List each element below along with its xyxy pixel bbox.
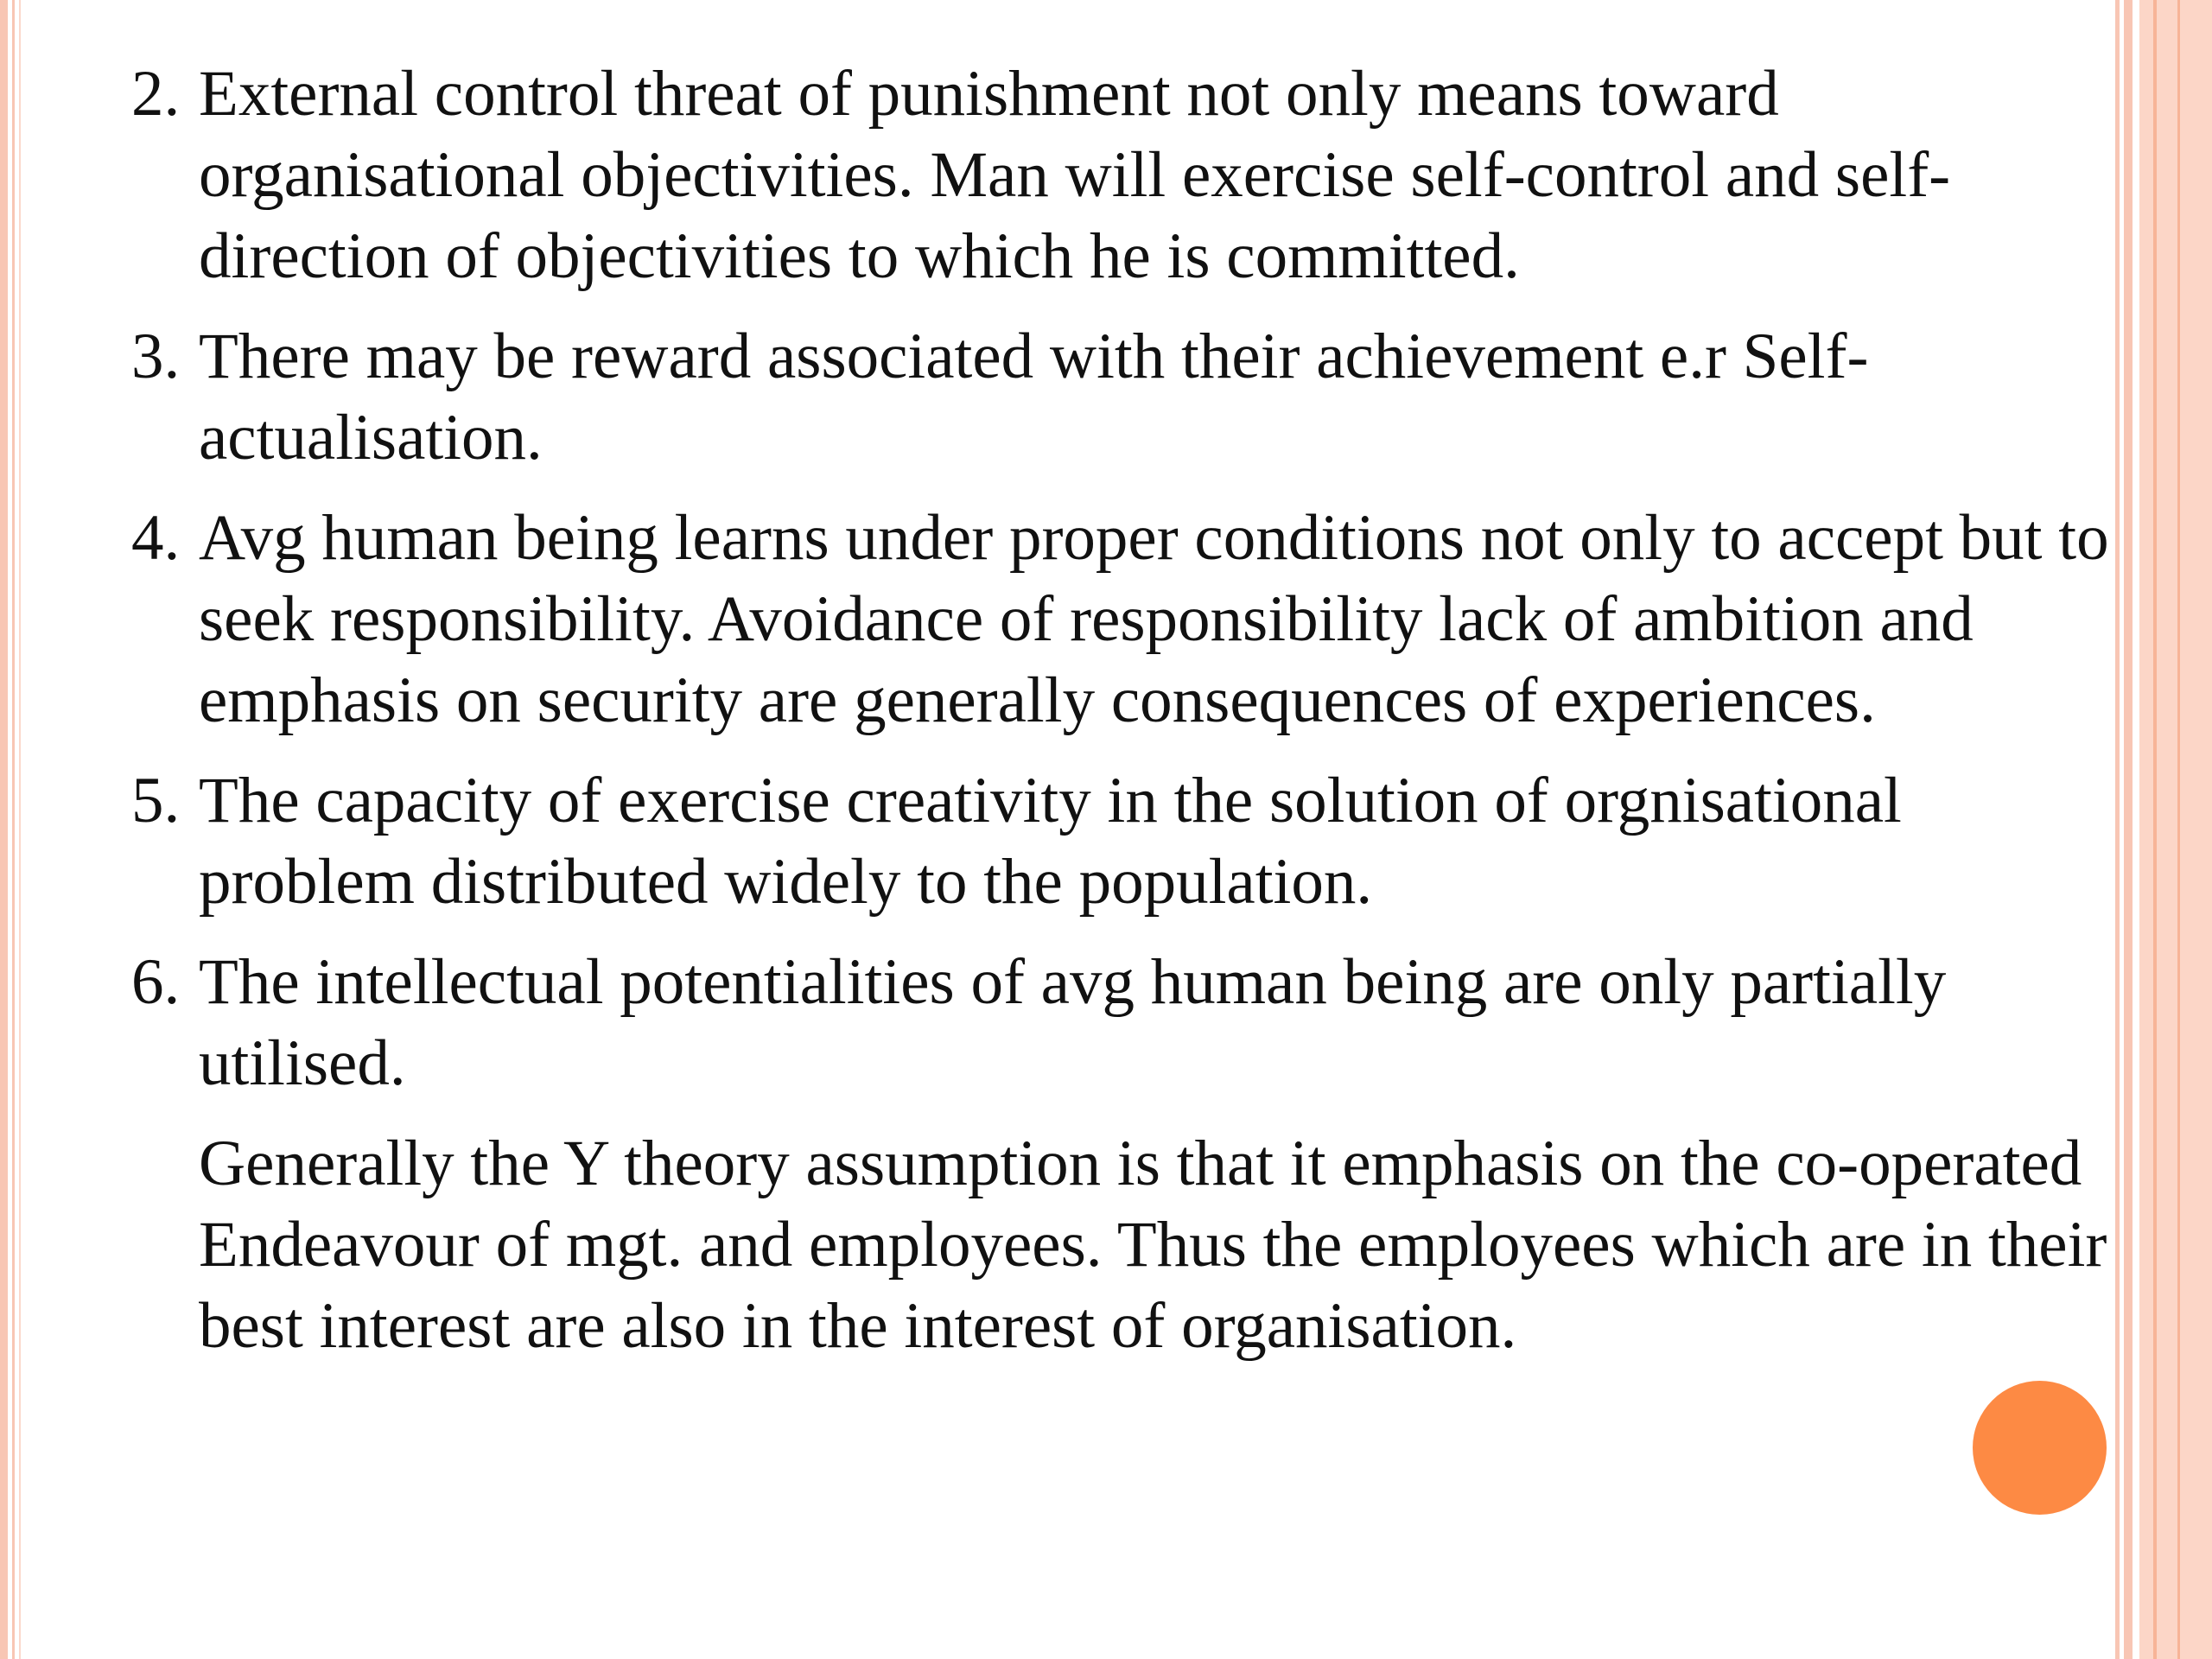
list-item	[131, 54, 2119, 297]
list-item-text: The intellectual potentialities of avg human being are only partially utilised.	[199, 946, 1947, 1099]
right-border-band	[2139, 0, 2212, 1659]
decorative-circle	[1973, 1381, 2107, 1515]
list-item	[131, 760, 2119, 923]
list-item-text: Avg human being learns under proper conditions not only to accept but to seek responsibility. Avoidance of responsibility lack of ambition and emphasis on security are generally consequences of experiences.	[199, 502, 2109, 736]
list-item	[131, 316, 2119, 479]
left-border-line	[19, 0, 21, 1659]
list-item-number: 2.	[131, 58, 181, 130]
list-item-text: External control threat of punishment not only means toward organisational objectivities. Man will exercise self-control and self-direction of objectivities to which he is committed.	[199, 58, 1951, 292]
slide-body	[131, 54, 2119, 1367]
left-border-line	[0, 0, 8, 1659]
right-border-line	[2124, 0, 2133, 1659]
left-border-line	[12, 0, 15, 1659]
list-item	[131, 498, 2119, 741]
list-item-text: The capacity of exercise creativity in the solution of orgnisational problem distributed widely to the population.	[199, 765, 1902, 918]
right-border-line	[2177, 0, 2180, 1659]
list-item-number: 6.	[131, 946, 181, 1018]
list-item-number: 5.	[131, 765, 181, 836]
right-border-line	[2153, 0, 2157, 1659]
list-item	[131, 942, 2119, 1104]
list-item-number: 3.	[131, 321, 181, 392]
summary-paragraph: Generally the Y theory assumption is that it emphasis on the co-operated Endeavour of mgt. and employees. Thus the employees which are in their best interest are also in the interest of organisation.	[199, 1128, 2107, 1362]
list-item-text: There may be reward associated with their achievement e.r Self-actualisation.	[199, 321, 1869, 474]
list-item-number: 4.	[131, 502, 181, 574]
